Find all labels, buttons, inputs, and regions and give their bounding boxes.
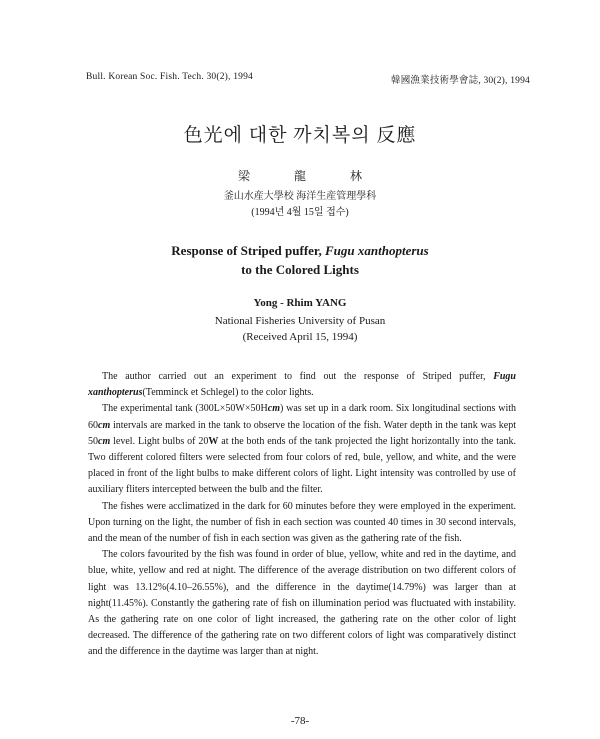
english-title-species: Fugu xanthopterus — [325, 243, 429, 258]
abstract-paragraph-4: The colors favourited by the fish was found in order of blue, yellow, white and red in the daytime, and blue, white, yellow and red at night. The difference of the average distribution on two different colors of light was 13.12%(4.10–26.55%), and the difference in the daytime(14.79%) was larger than at night(11.45%). Constantly the gathering rate of fish on illumination period was fluctuated with instability. As the gathering rate on one color of light increased, the gathering rate on the other color of light decreased. The difference of the gathering rate on two different colors of light was comparatively distinct and the difference in the daytime was larger than at night. — [88, 549, 516, 658]
author-char-1: 梁 — [237, 169, 250, 183]
journal-citation-en: Bull. Korean Soc. Fish. Tech. 30(2), 1994 — [86, 72, 253, 82]
korean-received-date: (1994년 4월 15일 접수) — [251, 207, 349, 218]
journal-citation-kr: 韓國漁業技術學會誌, 30(2), 1994 — [391, 76, 530, 86]
abstract-paragraph-1: The author carried out an experiment to find out the response of Striped puffer, Fugu xanthopterus(Temminck et Schlegel) to the color lights. — [88, 371, 516, 399]
author-char-3: 林 — [350, 169, 363, 183]
korean-affiliation: 釜山水産大學校 海洋生産管理學科 — [223, 191, 377, 202]
abstract-paragraph-2: The experimental tank (300L×50W×50Hcm) was set up in a dark room. Six longitudinal sections with 60cm intervals are marked in the tank to observe the location of the fish. Water depth in the tank was kept 50cm level. Light bulbs of 20W at the both ends of the tank projected the light horizontally into the tank. Two different colored filters were selected from four colors of red, bule, yellow, and white, and the were placed in front of the light bulbs to make different colors of light. Light intensity was controlled by use of auxiliary fliters intercepted between the bulb and the filter. — [88, 403, 517, 496]
korean-author — [0, 167, 600, 184]
page-number: -78- — [290, 715, 310, 727]
author-char-2: 龍 — [293, 169, 306, 183]
abstract-paragraph-3: The fishes were acclimatized in the dark for 60 minutes before they were employed in the experiment. Upon turning on the light, the number of fish in each section was counted 40 times in 30 second intervals, and the mean of the number of fish in each section was given as the gathering rate of the fish. — [88, 500, 516, 545]
english-received-date: (Received April 15, 1994) — [242, 331, 358, 343]
abstract — [88, 369, 516, 661]
english-title-part1: Response of Striped puffer, — [171, 243, 326, 258]
english-author: Yong - Rhim YANG — [253, 297, 347, 309]
korean-title: 色光에 대한 까치복의 反應 — [183, 125, 417, 146]
english-title — [0, 241, 600, 279]
english-affiliation: National Fisheries University of Pusan — [214, 315, 386, 327]
species-name: Fugu xanthopterus — [88, 371, 516, 399]
english-title-line2: to the Colored Lights — [241, 262, 359, 277]
